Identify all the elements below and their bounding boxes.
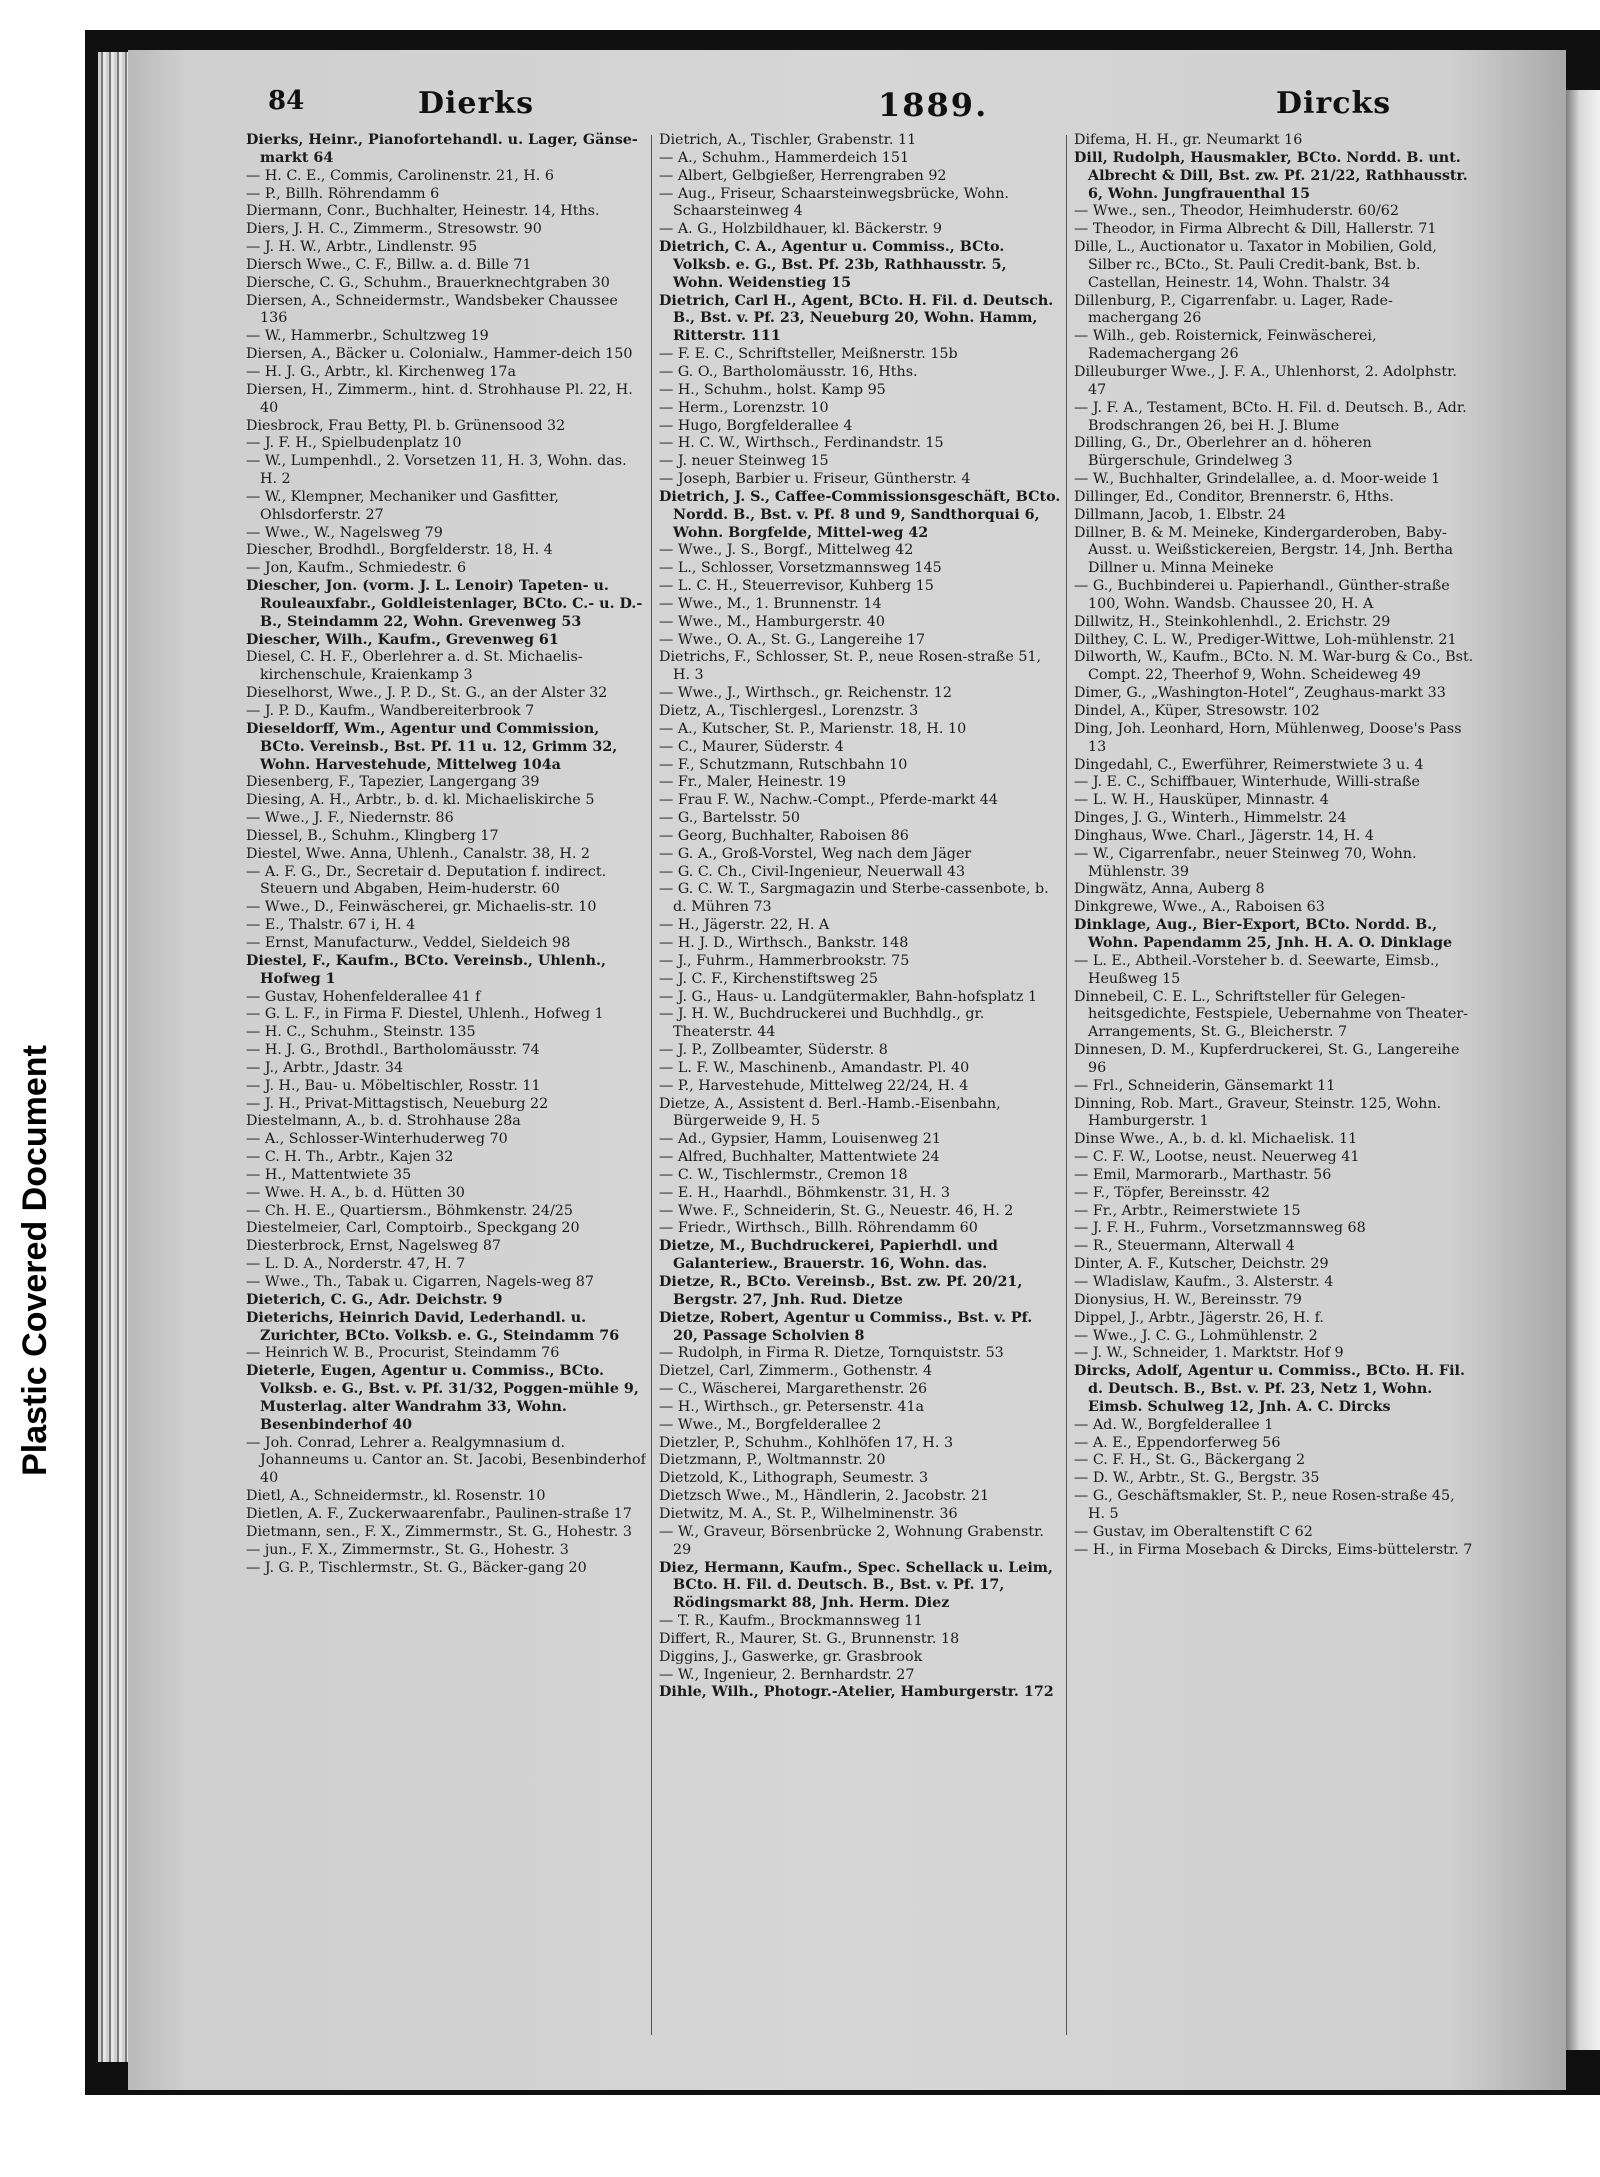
directory-column-2 [659, 132, 1061, 2032]
directory-entry: Dinter, A. F., Kutscher, Deichstr. 29 [1074, 1256, 1329, 1273]
directory-entry: — Albert, Gelbgießer, Herrengraben 92 [659, 167, 947, 184]
directory-entry: Diesterbrock, Ernst, Nagelsweg 87 [246, 1238, 502, 1255]
directory-entry: Diestelmann, A., b. d. Strohhause 28a [246, 1113, 521, 1130]
directory-entry: — Wladislaw, Kaufm., 3. Alsterstr. 4 [1074, 1274, 1334, 1290]
directory-entry: — A., Schuhm., Hammerdeich 151 [659, 149, 910, 166]
directory-entry: Dinnesen, D. M., Kupferdruckerei, St. G., Langereihe 96 [1074, 1042, 1460, 1076]
directory-entry: — J. H. W., Buchdruckerei und Buchhdlg., gr. Theaterstr. 44 [659, 1006, 985, 1041]
directory-entry: Dietmann, sen., F. X., Zimmermstr., St. G., Hohestr. 3 [246, 1523, 632, 1540]
directory-entry: Diescher, Wilh., Kaufm., Grevenweg 61 [246, 631, 559, 648]
directory-entry: — J., Fuhrm., Hammerbrookstr. 75 [659, 952, 910, 969]
directory-entry: — H. C. E., Commis, Carolinenstr. 21, H. 6 [246, 167, 554, 184]
directory-entry: — Wwe., J. F., Niedernstr. 86 [246, 810, 454, 827]
directory-entry: Dilthey, C. L. W., Prediger-Wittwe, Loh-mühlenstr. 21 [1074, 631, 1457, 648]
directory-entry: Dietwitz, M. A., St. P., Wilhelminenstr. 36 [659, 1505, 958, 1522]
directory-entry: Diez, Hermann, Kaufm., Spec. Schellack u. Leim, BCto. H. Fil. d. Deutsch. B., Bst. v. Pf. 17, Rödingsmarkt 88, Jnh. Herm. Diez [659, 1559, 1053, 1612]
right-running-head: Dircks [1276, 86, 1392, 121]
directory-entry: — Gustav, Hohenfelderallee 41 f [246, 988, 481, 1005]
directory-entry: Dinkgrewe, Wwe., A., Raboisen 63 [1074, 899, 1325, 916]
directory-entry: Diermann, Conr., Buchhalter, Heinestr. 14, Hths. [246, 203, 600, 220]
directory-entry: — Wwe., M., 1. Brunnenstr. 14 [659, 595, 882, 612]
directory-entry: — J. H., Bau- u. Möbeltischler, Rosstr. 11 [246, 1077, 541, 1094]
directory-entry: — F., Töpfer, Bereinsstr. 42 [1074, 1184, 1271, 1201]
directory-entry: — Georg, Buchhalter, Raboisen 86 [659, 827, 909, 844]
directory-entry: — Aug., Friseur, Schaarsteinwegsbrücke, Wohn. Schaarsteinweg 4 [659, 185, 1009, 220]
directory-entry: — Wwe., M., Borgfelderallee 2 [659, 1416, 882, 1433]
directory-entry: Diescher, Brodhdl., Borgfelderstr. 18, H. 4 [246, 542, 553, 559]
directory-entry: — G. O., Bartholomäusstr. 16, Hths. [659, 363, 918, 380]
directory-entry: — Fr., Maler, Heinestr. 19 [659, 774, 847, 791]
directory-entry: Diesing, A. H., Arbtr., b. d. kl. Michaeliskirche 5 [246, 792, 595, 809]
directory-entry: — W., Hammerbr., Schultzweg 19 [246, 328, 489, 345]
directory-entry: — C., Maurer, Süderstr. 4 [659, 738, 844, 755]
directory-entry: Dietze, A., Assistent d. Berl.-Hamb.-Eisenbahn, Bürgerweide 9, H. 5 [659, 1095, 1001, 1130]
directory-entry: — A., Kutscher, St. P., Marienstr. 18, H. 10 [659, 720, 967, 737]
directory-entry: — Joh. Conrad, Lehrer a. Realgymnasium d. Johanneums u. Cantor an. St. Jacobi, Besenbinderhof 40 [246, 1434, 646, 1487]
directory-entry: — Ernst, Manufacturw., Veddel, Sieldeich 98 [246, 934, 571, 951]
directory-entry: Dillner, B. & M. Meineke, Kindergarderoben, Baby-Ausst. u. Weißstickereien, Bergstr. 14, Jnh. Bertha Dillner u. Minna Meineke [1074, 524, 1454, 577]
directory-entry: — G., Geschäftsmakler, St. P., neue Rosen-straße 45, H. 5 [1074, 1488, 1455, 1522]
directory-entry: — J. neuer Steinweg 15 [659, 453, 829, 470]
directory-entry: — Joseph, Barbier u. Friseur, Güntherstr. 4 [659, 471, 971, 488]
directory-entry: — Wwe., D., Feinwäscherei, gr. Michaelis-str. 10 [246, 899, 597, 916]
directory-entry: — A. E., Eppendorferweg 56 [1074, 1434, 1281, 1451]
directory-entry: — G. C. W. T., Sargmagazin und Sterbe-cassenbote, b. d. Mühren 73 [659, 881, 1049, 916]
directory-entry: — Theodor, in Firma Albrecht & Dill, Hallerstr. 71 [1074, 221, 1437, 238]
directory-entry: — E., Thalstr. 67 i, H. 4 [246, 917, 416, 934]
directory-entry: Dieselhorst, Wwe., J. P. D., St. G., an der Alster 32 [246, 685, 608, 702]
directory-entry: — H. C. W., Wirthsch., Ferdinandstr. 15 [659, 435, 944, 452]
directory-entry: Dietze, Robert, Agentur u Commiss., Bst. v. Pf. 20, Passage Scholvien 8 [659, 1309, 1033, 1344]
directory-entry: Dinnebeil, C. E. L., Schriftsteller für Gelegen-heitsgedichte, Festspiele, Uebernahme von Theater-Arrangements, St. G., Bleicherstr. 7 [1074, 988, 1468, 1041]
directory-entry: — Wwe., sen., Theodor, Heimhuderstr. 60/62 [1074, 203, 1399, 220]
directory-entry: — Wwe., Th., Tabak u. Cigarren, Nagels-weg 87 [246, 1274, 594, 1290]
directory-entry: Diersen, A., Bäcker u. Colonialw., Hammer-deich 150 [246, 346, 633, 363]
directory-entry: Dieterichs, Heinrich David, Lederhandl. u. Zurichter, BCto. Volksb. e. G., Steindamm 76 [246, 1309, 620, 1344]
directory-entry: — J. P., Zollbeamter, Süderstr. 8 [659, 1042, 888, 1059]
directory-entry: Difema, H. H., gr. Neumarkt 16 [1074, 132, 1303, 148]
directory-entry: — C. H. Th., Arbtr., Kajen 32 [246, 1149, 454, 1166]
directory-entry: Dilworth, W., Kaufm., BCto. N. M. War-burg & Co., Bst. Compt. 22, Theerhof 9, Wohn. Scheideweg 49 [1074, 649, 1474, 684]
directory-entry: — J. F. A., Testament, BCto. H. Fil. d. Deutsch. B., Adr. Brodschrangen 26, bei H. J. Blume [1074, 399, 1467, 434]
directory-entry: — J. E. C., Schiffbauer, Winterhude, Willi-straße [1074, 774, 1420, 791]
directory-entry: — L. W. H., Hausküper, Minnastr. 4 [1074, 792, 1329, 809]
directory-entry: — J. H., Privat-Mittagstisch, Neueburg 22 [246, 1095, 549, 1112]
directory-entry: Dietze, R., BCto. Vereinsb., Bst. zw. Pf. 20/21, Bergstr. 27, Jnh. Rud. Dietze [659, 1274, 1023, 1308]
directory-entry: Dingedahl, C., Ewerführer, Reimerstwiete 3 u. 4 [1074, 756, 1424, 773]
directory-entry: — Wwe., J., Wirthsch., gr. Reichenstr. 12 [659, 685, 952, 702]
directory-entry: — Wwe., J. C. G., Lohmühlenstr. 2 [1074, 1327, 1318, 1344]
directory-entry: Diers, J. H. C., Zimmerm., Stresowstr. 90 [246, 221, 542, 238]
year-heading: 1889. [878, 86, 989, 124]
directory-entry: — H., Schuhm., holst. Kamp 95 [659, 381, 886, 398]
directory-entry: — G. A., Groß-Vorstel, Weg nach dem Jäger [659, 845, 972, 862]
directory-entry: — Fr., Arbtr., Reimerstwiete 15 [1074, 1202, 1301, 1219]
directory-entry: — Herm., Lorenzstr. 10 [659, 399, 829, 416]
directory-entry: — Ad., Gypsier, Hamm, Louisenweg 21 [659, 1131, 941, 1148]
directory-entry: Diestel, F., Kaufm., BCto. Vereinsb., Uhlenh., Hofweg 1 [246, 952, 607, 987]
directory-entry: — L. C. H., Steuerrevisor, Kuhberg 15 [659, 578, 934, 595]
directory-entry: — Emil, Marmorarb., Marthastr. 56 [1074, 1166, 1332, 1183]
directory-entry: — Rudolph, in Firma R. Dietze, Tornquiststr. 53 [659, 1345, 1004, 1362]
directory-entry: — G., Buchbinderei u. Papierhandl., Günther-straße 100, Wohn. Wandsb. Chaussee 20, H. A [1074, 578, 1450, 612]
directory-entry: — W., Ingenieur, 2. Bernhardstr. 27 [659, 1666, 915, 1683]
directory-entry: — Gustav, im Oberaltenstift C 62 [1074, 1523, 1313, 1540]
directory-entry: Dietzler, P., Schuhm., Kohlhöfen 17, H. 3 [659, 1434, 954, 1451]
directory-entry: — Heinrich W. B., Procurist, Steindamm 76 [246, 1345, 560, 1362]
directory-entry: Differt, R., Maurer, St. G., Brunnenstr. 18 [659, 1630, 960, 1647]
directory-entry: Dinse Wwe., A., b. d. kl. Michaelisk. 11 [1074, 1131, 1358, 1148]
directory-entry: — J. F. H., Fuhrm., Vorsetzmannsweg 68 [1074, 1220, 1366, 1237]
directory-entry: — J. H. W., Arbtr., Lindlenstr. 95 [246, 239, 478, 256]
directory-entry: Dietzold, K., Lithograph, Seumestr. 3 [659, 1470, 929, 1487]
directory-entry: Dietrich, J. S., Caffee-Commissionsgeschäft, BCto. Nordd. B., Bst. v. Pf. 8 und 9, Sandthorquai 6, Wohn. Borgfelde, Mittel-weg 42 [659, 488, 1061, 541]
directory-entry: — L. E., Abtheil.-Vorsteher b. d. Seewarte, Eimsb., Heußweg 15 [1074, 952, 1440, 987]
directory-entry: Dinklage, Aug., Bier-Export, BCto. Nordd. B., Wohn. Papendamm 25, Jnh. H. A. O. Dinklage [1074, 917, 1453, 951]
directory-entry: Dinghaus, Wwe. Charl., Jägerstr. 14, H. 4 [1074, 827, 1375, 844]
plastic-covered-label [0, 980, 70, 1540]
directory-column-1 [246, 132, 646, 2032]
directory-entry: Dietrich, C. A., Agentur u. Commiss., BCto. Volksb. e. G., Bst. Pf. 23b, Rathhausstr. 5, Wohn. Weidenstieg 15 [659, 239, 1007, 291]
directory-entry: — H., Mattentwiete 35 [246, 1166, 412, 1183]
directory-entry: Diesbrock, Frau Betty, Pl. b. Grünensood 32 [246, 417, 566, 434]
directory-entry: Dircks, Adolf, Agentur u. Commiss., BCto. H. Fil. d. Deutsch. B., Bst. v. Pf. 23, Netz 1, Wohn. Eimsb. Schulweg 12, Jnh. A. C. Dircks [1074, 1363, 1465, 1415]
directory-entry: Dindel, A., Küper, Stresowstr. 102 [1074, 703, 1320, 719]
directory-entry: — A. F. G., Dr., Secretair d. Deputation f. indirect. Steuern und Abgaben, Heim-huderstr. 60 [246, 863, 607, 898]
directory-entry: Dietrich, A., Tischler, Grabenstr. 11 [659, 132, 917, 148]
directory-entry: — Friedr., Wirthsch., Billh. Röhrendamm 60 [659, 1220, 978, 1237]
directory-entry: — Ad. W., Borgfelderallee 1 [1074, 1416, 1274, 1433]
directory-entry: — A. G., Holzbildhauer, kl. Bäckerstr. 9 [659, 221, 943, 238]
left-running-head: Dierks [418, 86, 534, 121]
directory-entry: Diesel, C. H. F., Oberlehrer a. d. St. Michaelis-kirchenschule, Kraienkamp 3 [246, 649, 583, 684]
directory-entry: Diersche, C. G., Schuhm., Brauerknechtgraben 30 [246, 274, 610, 291]
directory-entry: Dieterle, Eugen, Agentur u. Commiss., BCto. Volksb. e. G., Bst. v. Pf. 31/32, Poggen-mühle 9, Musterlag. alter Wandrahm 33, Wohn. Besenbinderhof 40 [246, 1363, 639, 1433]
directory-entry: — Frau F. W., Nachw.-Compt., Pferde-markt 44 [659, 792, 998, 809]
page-number: 84 [268, 86, 305, 116]
directory-entry: Dillinger, Ed., Conditor, Brennerstr. 6, Hths. [1074, 488, 1394, 505]
directory-entry: — L., Schlosser, Vorsetzmannsweg 145 [659, 560, 942, 577]
directory-entry: Dillwitz, H., Steinkohlenhdl., 2. Erichstr. 29 [1074, 613, 1391, 630]
directory-entry: Dilleuburger Wwe., J. F. A., Uhlenhorst, 2. Adolphstr. 47 [1074, 363, 1457, 398]
directory-entry: — H. J. G., Arbtr., kl. Kirchenweg 17a [246, 363, 517, 380]
directory-entry: — L. F. W., Maschinenb., Amandastr. Pl. 40 [659, 1059, 970, 1076]
directory-entry: — G., Bartelsstr. 50 [659, 810, 800, 827]
directory-entry: — Ch. H. E., Quartiersm., Böhmkenstr. 24/25 [246, 1202, 573, 1219]
directory-entry: Diessel, B., Schuhm., Klingberg 17 [246, 827, 499, 844]
directory-entry: Dietze, M., Buchdruckerei, Papierhdl. und Galanteriew., Brauerstr. 16, Wohn. das. [659, 1238, 998, 1273]
directory-entry: — H., Jägerstr. 22, H. A [659, 917, 830, 934]
directory-entry: Dierks, Heinr., Pianofortehandl. u. Lager, Gänse-markt 64 [246, 132, 638, 166]
directory-entry: Diescher, Jon. (vorm. J. L. Lenoir) Tapeten- u. Rouleauxfabr., Goldleistenlager, BCto. C.- u. D.-B., Steindamm 22, Wohn. Grevenweg 53 [246, 578, 643, 630]
directory-entry: — G. C. Ch., Civil-Ingenieur, Neuerwall 43 [659, 863, 966, 880]
directory-entry: — C. W., Tischlermstr., Cremon 18 [659, 1166, 908, 1183]
directory-entry: — W., Buchhalter, Grindelallee, a. d. Moor-weide 1 [1074, 471, 1441, 488]
directory-entry: Dionysius, H. W., Bereinsstr. 79 [1074, 1291, 1302, 1308]
directory-entry: — H., Wirthsch., gr. Petersenstr. 41a [659, 1398, 925, 1415]
directory-entry: Dihle, Wilh., Photogr.-Atelier, Hamburgerstr. 172 [659, 1684, 1054, 1701]
directory-entry: Dinges, J. G., Winterh., Himmelstr. 24 [1074, 810, 1347, 827]
side-label-text: Plastic Covered Document [15, 1044, 54, 1476]
directory-entry: Dillmann, Jacob, 1. Elbstr. 24 [1074, 506, 1286, 523]
directory-column-3 [1074, 132, 1476, 2032]
directory-entry: — D. W., Arbtr., St. G., Bergstr. 35 [1074, 1470, 1320, 1487]
directory-entry: — H. J. D., Wirthsch., Bankstr. 148 [659, 934, 909, 951]
directory-entry: Dietzsch Wwe., M., Händlerin, 2. Jacobstr. 21 [659, 1488, 990, 1505]
directory-entry: — P., Billh. Röhrendamm 6 [246, 185, 440, 202]
directory-entry: — Wwe., J. S., Borgf., Mittelweg 42 [659, 542, 914, 559]
directory-entry: — P., Harvestehude, Mittelweg 22/24, H. 4 [659, 1077, 969, 1094]
directory-entry: — R., Steuermann, Alterwall 4 [1074, 1238, 1295, 1255]
directory-entry: — G. L. F., in Firma F. Diestel, Uhlenh., Hofweg 1 [246, 1006, 604, 1023]
directory-entry: Dietz, A., Tischlergesl., Lorenzstr. 3 [659, 703, 919, 719]
directory-entry: — Hugo, Borgfelderallee 4 [659, 417, 853, 434]
directory-entry: Diestelmeier, Carl, Comptoirb., Speckgang 20 [246, 1220, 580, 1237]
directory-entry: Diersen, A., Schneidermstr., Wandsbeker Chaussee 136 [246, 292, 618, 327]
directory-entry: Dippel, J., Arbtr., Jägerstr. 26, H. f. [1074, 1309, 1324, 1326]
directory-entry: — C., Wäscherei, Margarethenstr. 26 [659, 1381, 928, 1398]
directory-entry: — W., Cigarrenfabr., neuer Steinweg 70, Wohn. Mühlenstr. 39 [1074, 845, 1417, 880]
directory-entry: — Wilh., geb. Roisternick, Feinwäscherei, Rademachergang 26 [1074, 328, 1377, 363]
column-divider [1066, 135, 1067, 2035]
directory-entry: — W., Graveur, Börsenbrücke 2, Wohnung Grabenstr. 29 [659, 1523, 1044, 1558]
directory-entry: — J., Arbtr., Jdastr. 34 [246, 1059, 404, 1076]
directory-entry: Ding, Joh. Leonhard, Horn, Mühlenweg, Doose's Pass 13 [1074, 720, 1462, 755]
directory-entry: Dieseldorff, Wm., Agentur und Commission, BCto. Vereinsb., Bst. Pf. 11 u. 12, Grimm 32, Wohn. Harvestehude, Mittelweg 104a [246, 720, 618, 773]
directory-entry: Dilling, G., Dr., Oberlehrer an d. höheren Bürgerschule, Grindelweg 3 [1074, 435, 1372, 470]
directory-entry: Dingwätz, Anna, Auberg 8 [1074, 881, 1265, 898]
directory-entry: — Wwe., W., Nagelsweg 79 [246, 524, 443, 541]
directory-entry: Dinning, Rob. Mart., Graveur, Steinstr. 125, Wohn. Hamburgerstr. 1 [1074, 1095, 1442, 1130]
directory-entry: — J. G., Haus- u. Landgütermakler, Bahn-hofsplatz 1 [659, 988, 1038, 1005]
directory-entry: — J. F. H., Spielbudenplatz 10 [246, 435, 462, 452]
directory-entry: — C. F. W., Lootse, neust. Neuerweg 41 [1074, 1149, 1360, 1166]
directory-entry: — Frl., Schneiderin, Gänsemarkt 11 [1074, 1077, 1336, 1094]
directory-entry: Diggins, J., Gaswerke, gr. Grasbrook [659, 1648, 923, 1665]
directory-entry: — H., in Firma Mosebach & Dircks, Eims-büttelerstr. 7 [1074, 1541, 1473, 1558]
directory-entry: — J. W., Schneider, 1. Marktstr. Hof 9 [1074, 1345, 1344, 1362]
directory-entry: Dieterich, C. G., Adr. Deichstr. 9 [246, 1291, 503, 1308]
directory-entry: — Wwe., O. A., St. G., Langereihe 17 [659, 631, 926, 648]
directory-entry: Diersen, H., Zimmerm., hint. d. Strohhause Pl. 22, H. 40 [246, 381, 633, 416]
directory-entry: Diersch Wwe., C. F., Billw. a. d. Bille 71 [246, 256, 532, 273]
directory-entry: Dietzel, Carl, Zimmerm., Gothenstr. 4 [659, 1363, 933, 1380]
column-divider [651, 135, 652, 2035]
directory-entry: — A., Schlosser-Winterhuderweg 70 [246, 1131, 508, 1148]
directory-entry: Dietzmann, P., Woltmannstr. 20 [659, 1452, 886, 1469]
directory-entry: — W., Klempner, Mechaniker und Gasfitter, Ohlsdorferstr. 27 [246, 488, 559, 523]
directory-entry: Dill, Rudolph, Hausmakler, BCto. Nordd. B. unt. Albrecht & Dill, Bst. zw. Pf. 21/22, Rathhausstr. 6, Wohn. Jungfrauenthal 15 [1074, 149, 1468, 202]
directory-entry: — J. C. F., Kirchenstiftsweg 25 [659, 970, 878, 987]
directory-entry: Dietl, A., Schneidermstr., kl. Rosenstr. 10 [246, 1488, 546, 1505]
directory-entry: — Wwe. H. A., b. d. Hütten 30 [246, 1184, 465, 1201]
directory-entry: — Wwe. F., Schneiderin, St. G., Neuestr. 46, H. 2 [659, 1202, 1014, 1219]
directory-entry: Dille, L., Auctionator u. Taxator in Mobilien, Gold, Silber rc., BCto., St. Pauli Credit-bank, Bst. b. Castellan, Heinestr. 14, Wohn. Thalstr. 34 [1074, 239, 1437, 291]
directory-entry: Diestel, Wwe. Anna, Uhlenh., Canalstr. 38, H. 2 [246, 845, 591, 862]
directory-entry: Dietrichs, F., Schlosser, St. P., neue Rosen-straße 51, H. 3 [659, 649, 1042, 684]
book-right-edge [1566, 90, 1600, 2050]
directory-entry: — H. C., Schuhm., Steinstr. 135 [246, 1024, 476, 1041]
directory-entry: — Alfred, Buchhalter, Mattentwiete 24 [659, 1149, 940, 1166]
directory-entry: — Wwe., M., Hamburgerstr. 40 [659, 613, 885, 630]
directory-page [128, 50, 1566, 2090]
directory-entry: — E. H., Haarhdl., Böhmkenstr. 31, H. 3 [659, 1184, 950, 1201]
directory-entry: — J. G. P., Tischlermstr., St. G., Bäcker-gang 20 [246, 1559, 587, 1576]
directory-entry: — J. P. D., Kaufm., Wandbereiterbrook 7 [246, 703, 535, 719]
directory-entry: — C. F. H., St. G., Bäckergang 2 [1074, 1452, 1306, 1469]
directory-entry: — L. D. A., Norderstr. 47, H. 7 [246, 1256, 466, 1273]
directory-entry: — W., Lumpenhdl., 2. Vorsetzen 11, H. 3, Wohn. das. H. 2 [246, 453, 627, 488]
directory-entry: Dietrich, Carl H., Agent, BCto. H. Fil. d. Deutsch. B., Bst. v. Pf. 23, Neueburg 20, Wohn. Hamm, Ritterstr. 111 [659, 292, 1054, 345]
directory-entry: Dillenburg, P., Cigarrenfabr. u. Lager, Rade-machergang 26 [1074, 292, 1393, 327]
directory-entry: — F., Schutzmann, Rutschbahn 10 [659, 756, 908, 773]
directory-entry: Dimer, G., „Washington-Hotel“, Zeughaus-markt 33 [1074, 685, 1446, 702]
directory-entry: — jun., F. X., Zimmermstr., St. G., Hohestr. 3 [246, 1541, 569, 1558]
directory-entry: Diesenberg, F., Tapezier, Langergang 39 [246, 774, 540, 791]
directory-entry: — H. J. G., Brothdl., Bartholomäusstr. 74 [246, 1042, 540, 1059]
directory-entry: — T. R., Kaufm., Brockmannsweg 11 [659, 1613, 923, 1630]
directory-entry: Dietlen, A. F., Zuckerwaarenfabr., Paulinen-straße 17 [246, 1505, 632, 1522]
directory-entry: — Jon, Kaufm., Schmiedestr. 6 [246, 560, 467, 577]
directory-entry: — F. E. C., Schriftsteller, Meißnerstr. 15b [659, 346, 958, 363]
